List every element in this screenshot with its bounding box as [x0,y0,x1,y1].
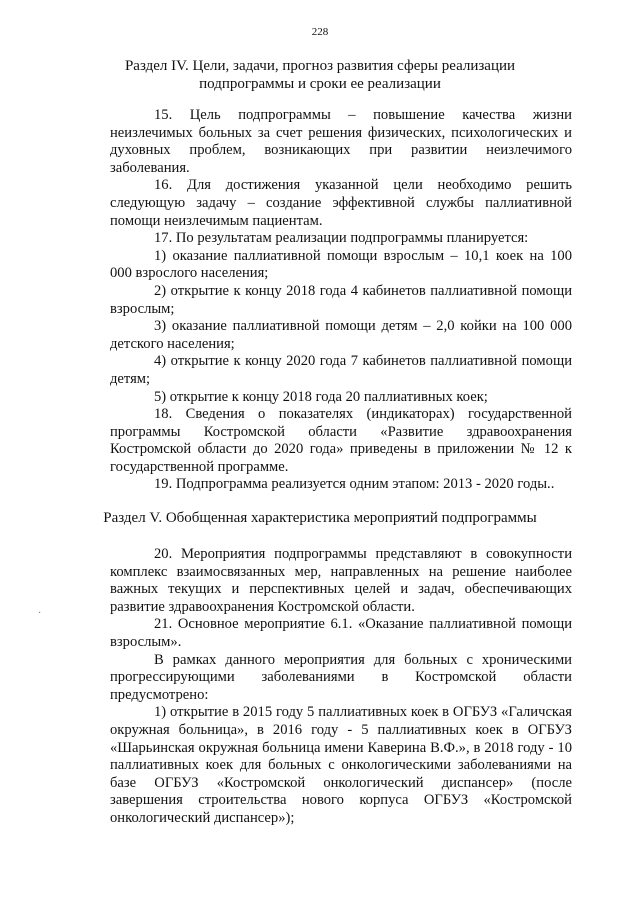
section-4-body [110,107,572,494]
list-item-5: 5) открытие к концу 2018 года 20 паллиативных коек; [154,388,488,405]
list-item-4: 4) открытие к концу 2020 года 7 кабинетов паллиативной помощи детям; [110,353,572,387]
paragraph-item-1: 1) открытие в 2015 году 5 паллиативных коек в ОГБУЗ «Галичская окружная больница», в 2016 году - 5 паллиативных коек в ОГБУЗ «Шарьинская окружная больница имени Каверина В.Ф.», в 2018 году - 10 паллиативных коек для больных с онкологическими заболеваниями на базе ОГБУЗ «Костромской онкологический диспансер» (после завершения строительства нового корпуса ОГБУЗ «Костромской онкологический диспансер»); [110,704,572,826]
list-item-2: 2) открытие к концу 2018 года 4 кабинетов паллиативной помощи взрослым; [110,282,572,317]
paragraph-20: 20. Мероприятия подпрограммы представляют в совокупности комплекс взаимосвязанных мер, направленных на решение наиболее важных текущих и перспективных целей и задач, обеспечивающих развитие здравоохранения Костромской области. [110,546,572,615]
paragraph-15: 15. Цель подпрограммы – повышение качества жизни неизлечимых больных за счет решения физических, психологических и духовных проблем, возникающих при развитии неизлечимого заболевания. [110,107,572,176]
paragraph-scope: В рамках данного мероприятия для больных с хроническими прогрессирующими заболеваниями в Костромской области предусмотрено: [110,651,572,703]
section-5-body [110,546,572,828]
section-4-heading-line-1: Раздел IV. Цели, задачи, прогноз развития сферы реализации [124,58,516,74]
list-item-1: 1) оказание паллиативной помощи взрослым – 10,1 коек на 100 000 взрослого населения; [110,247,572,282]
paragraph-18: 18. Сведения о показателях (индикаторах) государственной программы Костромской области «Развитие здравоохранения Костромской области до 2020 года» приведены в приложении № 12 к государственной программе. [110,406,572,475]
section-4-heading-line-2: подпрограммы и сроки ее реализации [199,76,441,92]
paragraph-17: 17. По результатам реализации подпрограммы планируется: [154,230,529,247]
paragraph-16: 16. Для достижения указанной цели необходимо решить следующую задачу – создание эффективной службы паллиативной помощи неизлечимым пациентам. [110,177,572,229]
list-item-3: 3) оказание паллиативной помощи детям – 2,0 койки на 100 000 детского населения; [110,318,572,352]
margin-mark: · [38,608,42,619]
section-4-heading [60,57,580,93]
page-number: 228 [311,26,329,38]
paragraph-21: 21. Основное мероприятие 6.1. «Оказание паллиативной помощи взрослым». [110,616,572,650]
section-5-heading: Раздел V. Обобщенная характеристика мероприятий подпрограммы [103,510,537,526]
paragraph-19: 19. Подпрограмма реализуется одним этапом: 2013 - 2020 годы.. [154,476,555,493]
